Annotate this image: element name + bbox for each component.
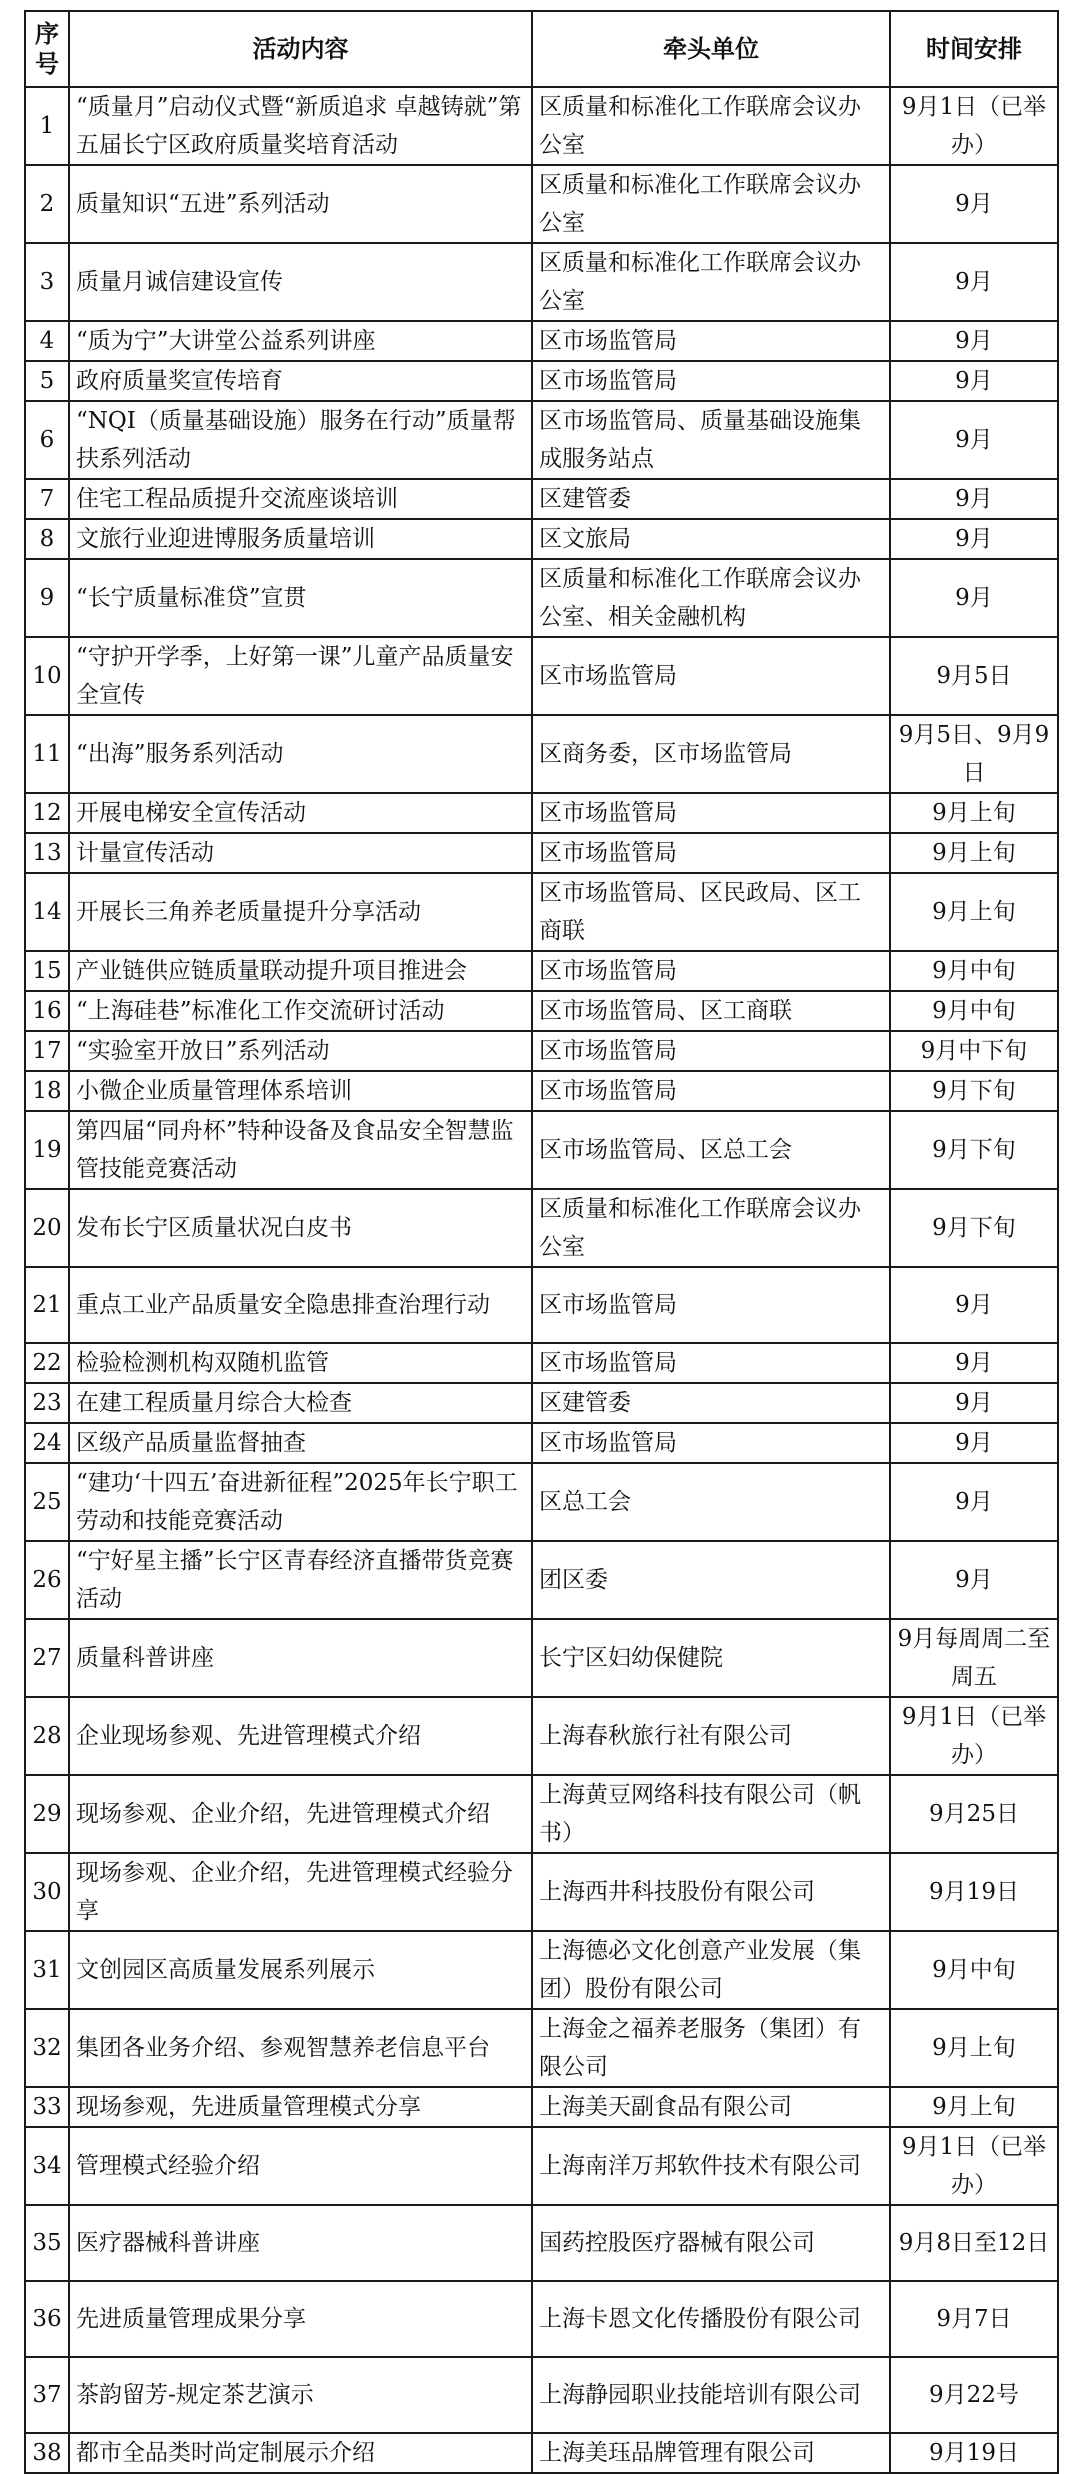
row-activity-content: 开展电梯安全宣传活动 [69, 793, 532, 833]
row-lead-unit: 区市场监管局 [532, 951, 890, 991]
row-schedule: 9月 [890, 1267, 1058, 1343]
row-activity-content: “上海硅巷”标准化工作交流研讨活动 [69, 991, 532, 1031]
table-row [25, 1343, 1058, 1383]
row-activity-content: “宁好星主播”长宁区青春经济直播带货竞赛活动 [69, 1541, 532, 1619]
row-schedule: 9月中旬 [890, 991, 1058, 1031]
row-schedule: 9月1日（已举办） [890, 87, 1058, 165]
table-header-row [25, 11, 1058, 87]
row-serial-number: 12 [25, 793, 69, 833]
row-activity-content: 住宅工程品质提升交流座谈培训 [69, 479, 532, 519]
row-serial-number: 18 [25, 1071, 69, 1111]
row-lead-unit: 区市场监管局 [532, 1343, 890, 1383]
table-row [25, 361, 1058, 401]
row-activity-content: “建功‘十四五’奋进新征程”2025年长宁职工劳动和技能竞赛活动 [69, 1463, 532, 1541]
row-schedule: 9月1日（已举办） [890, 2127, 1058, 2205]
row-schedule: 9月下旬 [890, 1189, 1058, 1267]
row-activity-content: 医疗器械科普讲座 [69, 2205, 532, 2281]
table-row [25, 1463, 1058, 1541]
row-schedule: 9月中下旬 [890, 1031, 1058, 1071]
row-schedule: 9月中旬 [890, 1931, 1058, 2009]
table-row [25, 793, 1058, 833]
row-serial-number: 38 [25, 2433, 69, 2473]
table-row [25, 637, 1058, 715]
row-lead-unit: 区市场监管局、区民政局、区工商联 [532, 873, 890, 951]
row-schedule: 9月上旬 [890, 2009, 1058, 2087]
row-activity-content: “质量月”启动仪式暨“新质追求 卓越铸就”第五届长宁区政府质量奖培育活动 [69, 87, 532, 165]
row-activity-content: 区级产品质量监督抽查 [69, 1423, 532, 1463]
table-row [25, 165, 1058, 243]
row-serial-number: 7 [25, 479, 69, 519]
row-lead-unit: 区质量和标准化工作联席会议办公室 [532, 243, 890, 321]
row-schedule: 9月 [890, 559, 1058, 637]
row-lead-unit: 上海静园职业技能培训有限公司 [532, 2357, 890, 2433]
row-lead-unit: 上海黄豆网络科技有限公司（帆书） [532, 1775, 890, 1853]
row-lead-unit: 上海西井科技股份有限公司 [532, 1853, 890, 1931]
row-schedule: 9月7日 [890, 2281, 1058, 2357]
row-activity-content: 重点工业产品质量安全隐患排查治理行动 [69, 1267, 532, 1343]
row-activity-content: 质量月诚信建设宣传 [69, 243, 532, 321]
table-row [25, 1423, 1058, 1463]
row-schedule: 9月 [890, 1343, 1058, 1383]
row-activity-content: 文创园区高质量发展系列展示 [69, 1931, 532, 2009]
row-activity-content: 计量宣传活动 [69, 833, 532, 873]
row-schedule: 9月上旬 [890, 873, 1058, 951]
row-serial-number: 37 [25, 2357, 69, 2433]
row-activity-content: “质为宁”大讲堂公益系列讲座 [69, 321, 532, 361]
row-lead-unit: 区市场监管局、区总工会 [532, 1111, 890, 1189]
row-lead-unit: 上海德必文化创意产业发展（集团）股份有限公司 [532, 1931, 890, 2009]
row-serial-number: 2 [25, 165, 69, 243]
row-activity-content: 质量知识“五进”系列活动 [69, 165, 532, 243]
row-serial-number: 15 [25, 951, 69, 991]
table-row [25, 951, 1058, 991]
row-lead-unit: 国药控股医疗器械有限公司 [532, 2205, 890, 2281]
row-serial-number: 20 [25, 1189, 69, 1267]
row-schedule: 9月中旬 [890, 951, 1058, 991]
row-activity-content: 开展长三角养老质量提升分享活动 [69, 873, 532, 951]
row-schedule: 9月下旬 [890, 1111, 1058, 1189]
table-row [25, 1931, 1058, 2009]
table-row [25, 243, 1058, 321]
document-page [24, 10, 1057, 2474]
row-serial-number: 14 [25, 873, 69, 951]
row-schedule: 9月下旬 [890, 1071, 1058, 1111]
row-schedule: 9月上旬 [890, 833, 1058, 873]
row-lead-unit: 区市场监管局、质量基础设施集成服务站点 [532, 401, 890, 479]
row-lead-unit: 区市场监管局、区工商联 [532, 991, 890, 1031]
row-serial-number: 22 [25, 1343, 69, 1383]
row-schedule: 9月 [890, 1423, 1058, 1463]
row-serial-number: 25 [25, 1463, 69, 1541]
row-lead-unit: 上海春秋旅行社有限公司 [532, 1697, 890, 1775]
table-row [25, 1071, 1058, 1111]
table-row [25, 87, 1058, 165]
row-schedule: 9月19日 [890, 2433, 1058, 2473]
row-activity-content: 质量科普讲座 [69, 1619, 532, 1697]
table-row [25, 559, 1058, 637]
table-row [25, 401, 1058, 479]
row-schedule: 9月 [890, 1463, 1058, 1541]
row-serial-number: 16 [25, 991, 69, 1031]
table-row [25, 1031, 1058, 1071]
row-schedule: 9月22号 [890, 2357, 1058, 2433]
table-row [25, 2087, 1058, 2127]
row-lead-unit: 上海金之福养老服务（集团）有限公司 [532, 2009, 890, 2087]
row-lead-unit: 区商务委，区市场监管局 [532, 715, 890, 793]
row-serial-number: 11 [25, 715, 69, 793]
table-row [25, 1775, 1058, 1853]
row-schedule: 9月 [890, 401, 1058, 479]
row-lead-unit: 区市场监管局 [532, 321, 890, 361]
header-activity-content: 活动内容 [69, 11, 532, 87]
table-row [25, 2205, 1058, 2281]
table-row [25, 1619, 1058, 1697]
header-lead-unit: 牵头单位 [532, 11, 890, 87]
row-lead-unit: 区市场监管局 [532, 793, 890, 833]
row-serial-number: 29 [25, 1775, 69, 1853]
row-activity-content: 产业链供应链质量联动提升项目推进会 [69, 951, 532, 991]
row-schedule: 9月25日 [890, 1775, 1058, 1853]
row-serial-number: 27 [25, 1619, 69, 1697]
row-serial-number: 4 [25, 321, 69, 361]
row-lead-unit: 区市场监管局 [532, 1031, 890, 1071]
row-lead-unit: 上海卡恩文化传播股份有限公司 [532, 2281, 890, 2357]
row-serial-number: 17 [25, 1031, 69, 1071]
row-schedule: 9月 [890, 519, 1058, 559]
row-activity-content: 发布长宁区质量状况白皮书 [69, 1189, 532, 1267]
table-row [25, 1189, 1058, 1267]
row-activity-content: 先进质量管理成果分享 [69, 2281, 532, 2357]
row-lead-unit: 区市场监管局 [532, 1267, 890, 1343]
table-row [25, 2281, 1058, 2357]
row-serial-number: 31 [25, 1931, 69, 2009]
table-row [25, 873, 1058, 951]
row-lead-unit: 区建管委 [532, 479, 890, 519]
row-lead-unit: 长宁区妇幼保健院 [532, 1619, 890, 1697]
row-serial-number: 32 [25, 2009, 69, 2087]
row-serial-number: 21 [25, 1267, 69, 1343]
table-row [25, 479, 1058, 519]
row-lead-unit: 区文旅局 [532, 519, 890, 559]
table-row [25, 1853, 1058, 1931]
row-serial-number: 13 [25, 833, 69, 873]
row-serial-number: 19 [25, 1111, 69, 1189]
row-activity-content: 集团各业务介绍、参观智慧养老信息平台 [69, 2009, 532, 2087]
row-serial-number: 30 [25, 1853, 69, 1931]
row-schedule: 9月5日 [890, 637, 1058, 715]
row-serial-number: 24 [25, 1423, 69, 1463]
row-activity-content: 在建工程质量月综合大检查 [69, 1383, 532, 1423]
row-lead-unit: 上海南洋万邦软件技术有限公司 [532, 2127, 890, 2205]
row-lead-unit: 团区委 [532, 1541, 890, 1619]
row-schedule: 9月 [890, 321, 1058, 361]
row-serial-number: 26 [25, 1541, 69, 1619]
row-lead-unit: 上海美天副食品有限公司 [532, 2087, 890, 2127]
table-row [25, 1383, 1058, 1423]
row-schedule: 9月19日 [890, 1853, 1058, 1931]
row-serial-number: 3 [25, 243, 69, 321]
row-activity-content: “NQI（质量基础设施）服务在行动”质量帮扶系列活动 [69, 401, 532, 479]
row-schedule: 9月8日至12日 [890, 2205, 1058, 2281]
table-row [25, 519, 1058, 559]
row-schedule: 9月 [890, 1541, 1058, 1619]
row-activity-content: “出海”服务系列活动 [69, 715, 532, 793]
row-lead-unit: 区总工会 [532, 1463, 890, 1541]
row-serial-number: 23 [25, 1383, 69, 1423]
header-serial-number: 序号 [25, 11, 69, 87]
table-row [25, 1697, 1058, 1775]
row-schedule: 9月5日、9月9日 [890, 715, 1058, 793]
row-schedule: 9月 [890, 243, 1058, 321]
row-activity-content: 第四届“同舟杯”特种设备及食品安全智慧监管技能竞赛活动 [69, 1111, 532, 1189]
row-activity-content: 都市全品类时尚定制展示介绍 [69, 2433, 532, 2473]
row-lead-unit: 区建管委 [532, 1383, 890, 1423]
row-serial-number: 1 [25, 87, 69, 165]
table-row [25, 2127, 1058, 2205]
table-row [25, 833, 1058, 873]
row-schedule: 9月1日（已举办） [890, 1697, 1058, 1775]
row-schedule: 9月 [890, 361, 1058, 401]
table-row [25, 2009, 1058, 2087]
row-activity-content: 现场参观、企业介绍，先进管理模式经验分享 [69, 1853, 532, 1931]
table-row [25, 1541, 1058, 1619]
table-row [25, 1267, 1058, 1343]
row-activity-content: 文旅行业迎进博服务质量培训 [69, 519, 532, 559]
row-lead-unit: 区市场监管局 [532, 1423, 890, 1463]
row-lead-unit: 区市场监管局 [532, 637, 890, 715]
row-lead-unit: 上海美珏品牌管理有限公司 [532, 2433, 890, 2473]
row-serial-number: 6 [25, 401, 69, 479]
row-activity-content: 管理模式经验介绍 [69, 2127, 532, 2205]
row-activity-content: 政府质量奖宣传培育 [69, 361, 532, 401]
row-lead-unit: 区质量和标准化工作联席会议办公室 [532, 1189, 890, 1267]
row-activity-content: “实验室开放日”系列活动 [69, 1031, 532, 1071]
row-serial-number: 35 [25, 2205, 69, 2281]
table-row [25, 1111, 1058, 1189]
row-lead-unit: 区质量和标准化工作联席会议办公室 [532, 87, 890, 165]
header-schedule: 时间安排 [890, 11, 1058, 87]
row-activity-content: 现场参观，先进质量管理模式分享 [69, 2087, 532, 2127]
row-lead-unit: 区质量和标准化工作联席会议办公室、相关金融机构 [532, 559, 890, 637]
row-lead-unit: 区市场监管局 [532, 1071, 890, 1111]
row-serial-number: 28 [25, 1697, 69, 1775]
row-activity-content: 企业现场参观、先进管理模式介绍 [69, 1697, 532, 1775]
row-serial-number: 9 [25, 559, 69, 637]
row-serial-number: 34 [25, 2127, 69, 2205]
row-schedule: 9月每周周二至周五 [890, 1619, 1058, 1697]
table-row [25, 321, 1058, 361]
table-row [25, 2357, 1058, 2433]
row-lead-unit: 区市场监管局 [532, 833, 890, 873]
row-lead-unit: 区市场监管局 [532, 361, 890, 401]
row-schedule: 9月 [890, 479, 1058, 519]
activity-schedule-table [24, 10, 1059, 2474]
row-activity-content: “守护开学季，上好第一课”儿童产品质量安全宣传 [69, 637, 532, 715]
row-lead-unit: 区质量和标准化工作联席会议办公室 [532, 165, 890, 243]
row-activity-content: 检验检测机构双随机监管 [69, 1343, 532, 1383]
row-activity-content: 茶韵留芳-规定茶艺演示 [69, 2357, 532, 2433]
row-schedule: 9月上旬 [890, 793, 1058, 833]
row-serial-number: 8 [25, 519, 69, 559]
row-activity-content: 现场参观、企业介绍，先进管理模式介绍 [69, 1775, 532, 1853]
row-activity-content: 小微企业质量管理体系培训 [69, 1071, 532, 1111]
row-serial-number: 10 [25, 637, 69, 715]
row-serial-number: 5 [25, 361, 69, 401]
row-serial-number: 33 [25, 2087, 69, 2127]
row-schedule: 9月 [890, 1383, 1058, 1423]
table-row [25, 715, 1058, 793]
row-schedule: 9月上旬 [890, 2087, 1058, 2127]
row-schedule: 9月 [890, 165, 1058, 243]
table-body [25, 87, 1058, 2473]
table-row [25, 2433, 1058, 2473]
table-row [25, 991, 1058, 1031]
row-activity-content: “长宁质量标准贷”宣贯 [69, 559, 532, 637]
row-serial-number: 36 [25, 2281, 69, 2357]
